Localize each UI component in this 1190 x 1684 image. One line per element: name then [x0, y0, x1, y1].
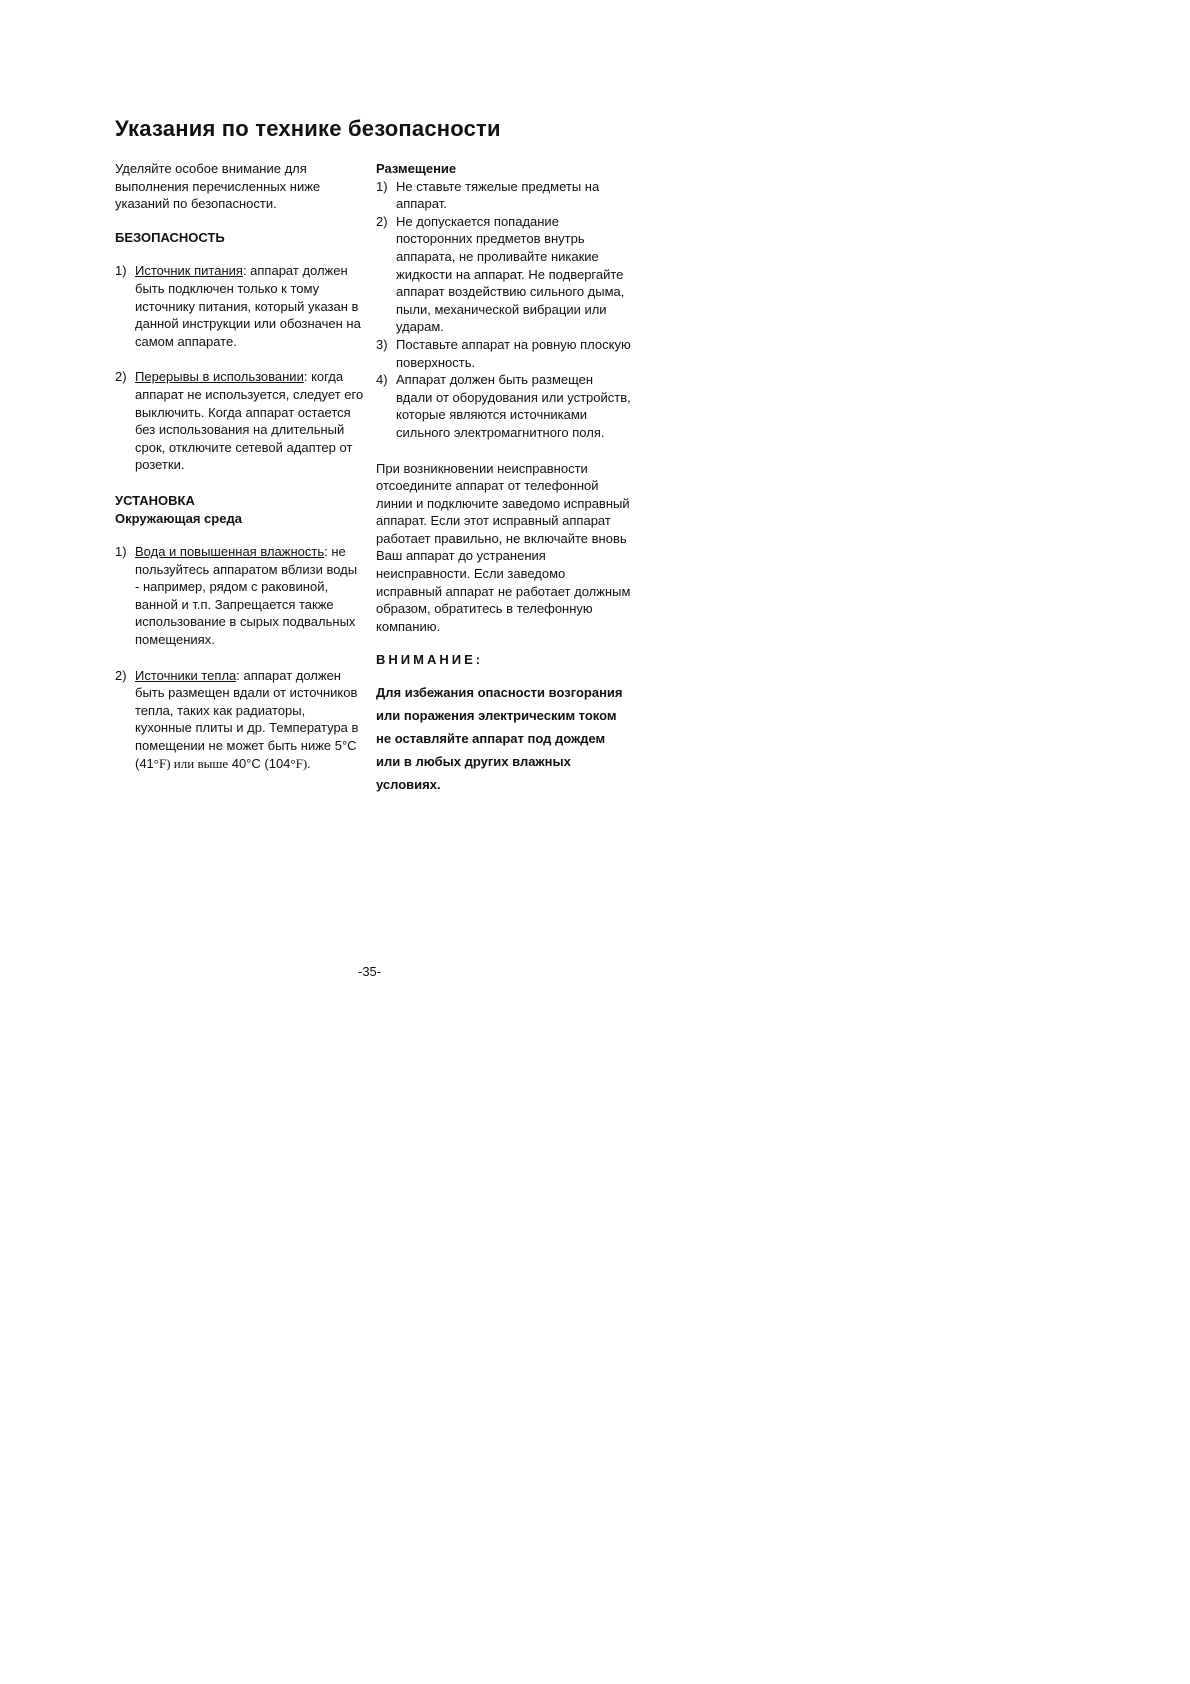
placement-item-3	[376, 336, 631, 371]
item-text: Не ставьте тяжелые предметы на аппарат.	[396, 178, 600, 212]
item-number: 1)	[115, 263, 127, 279]
item-body	[135, 262, 365, 350]
item-text: : аппарат должен быть подключен только к тому источнику питания, который указан в данной инструкции или обозначен на самом аппарате.	[135, 263, 361, 349]
item-text: : когда аппарат не используется, следует его выключить. Когда аппарат остается без использования на длительный срок, отключите сетевой адаптер от розетки.	[135, 369, 364, 473]
item-number: 3)	[376, 336, 388, 352]
placement-item-4	[376, 371, 631, 441]
item-text-serif: °F) или выше	[153, 755, 229, 771]
item-text: 40°С (104	[228, 755, 291, 771]
item-term: Источники тепла	[135, 667, 237, 683]
environment-heading: Окружающая среда	[115, 510, 242, 526]
page-title: Указания по технике безопасности	[115, 116, 501, 141]
item-text: : не пользуйтесь аппаратом вблизи воды - например, рядом с раковиной, ванной и т.п. Запрещается также использование в сырых подвальных помещениях.	[135, 544, 358, 648]
item-number: 2)	[115, 369, 127, 385]
item-number: 2)	[376, 213, 388, 229]
item-text: Поставьте аппарат на ровную плоскую поверхность.	[396, 336, 631, 370]
install-heading: УСТАНОВКА	[115, 492, 195, 508]
placement-item-2	[376, 213, 631, 336]
item-number: 1)	[115, 544, 127, 560]
left-column	[115, 160, 365, 790]
item-body	[135, 543, 365, 649]
environment-item-1	[115, 543, 365, 649]
safety-item-2	[115, 368, 365, 474]
warning-text: Для избежания опасности возгорания или поражения электрическим током не оставляйте аппарат под дождем или в любых других влажных условиях.	[376, 685, 623, 793]
item-body	[135, 368, 365, 474]
placement-heading: Размещение	[376, 161, 457, 176]
environment-item-2	[115, 667, 365, 773]
item-text: : аппарат должен быть размещен вдали от источников тепла, таких как радиаторы, кухонные плиты и др. Температура в помещении не может быть ниже 5°С (41	[135, 667, 359, 771]
safety-item-1	[115, 262, 365, 350]
right-column	[376, 160, 631, 796]
item-number: 4)	[376, 372, 388, 388]
item-text-serif: °F).	[290, 755, 311, 771]
item-term: Перерывы в использовании	[135, 369, 304, 385]
item-number: 2)	[115, 667, 127, 683]
item-number: 1)	[376, 178, 388, 194]
intro-paragraph: Уделяйте особое внимание для выполнения перечисленных ниже указаний по безопасности.	[115, 161, 321, 212]
item-term: Источник питания	[135, 263, 243, 279]
warning-heading: ВНИМАНИЕ:	[376, 652, 484, 668]
page-number: -35-	[358, 964, 382, 979]
item-text: Не допускается попадание посторонних предметов внутрь аппарата, не проливайте никакие жидкости на аппарат. Не подвергайте аппарат воздействию сильного дыма, пыли, механической вибрации или ударам.	[396, 213, 625, 335]
item-text: Аппарат должен быть размещен вдали от оборудования или устройств, которые являются источниками сильного электромагнитного поля.	[396, 372, 631, 440]
safety-heading: БЕЗОПАСНОСТЬ	[115, 229, 225, 245]
item-term: Вода и повышенная влажность	[135, 544, 325, 560]
placement-item-1	[376, 178, 631, 213]
item-body	[135, 667, 365, 773]
fault-paragraph: При возникновении неисправности отсоедините аппарат от телефонной линии и подключите заведомо исправный аппарат. Если этот исправный аппарат работает правильно, не включайте вновь Ваш аппарат до устранения неисправности. Если заведомо исправный аппарат не работает должным образом, обратитесь в телефонную компанию.	[376, 460, 631, 634]
